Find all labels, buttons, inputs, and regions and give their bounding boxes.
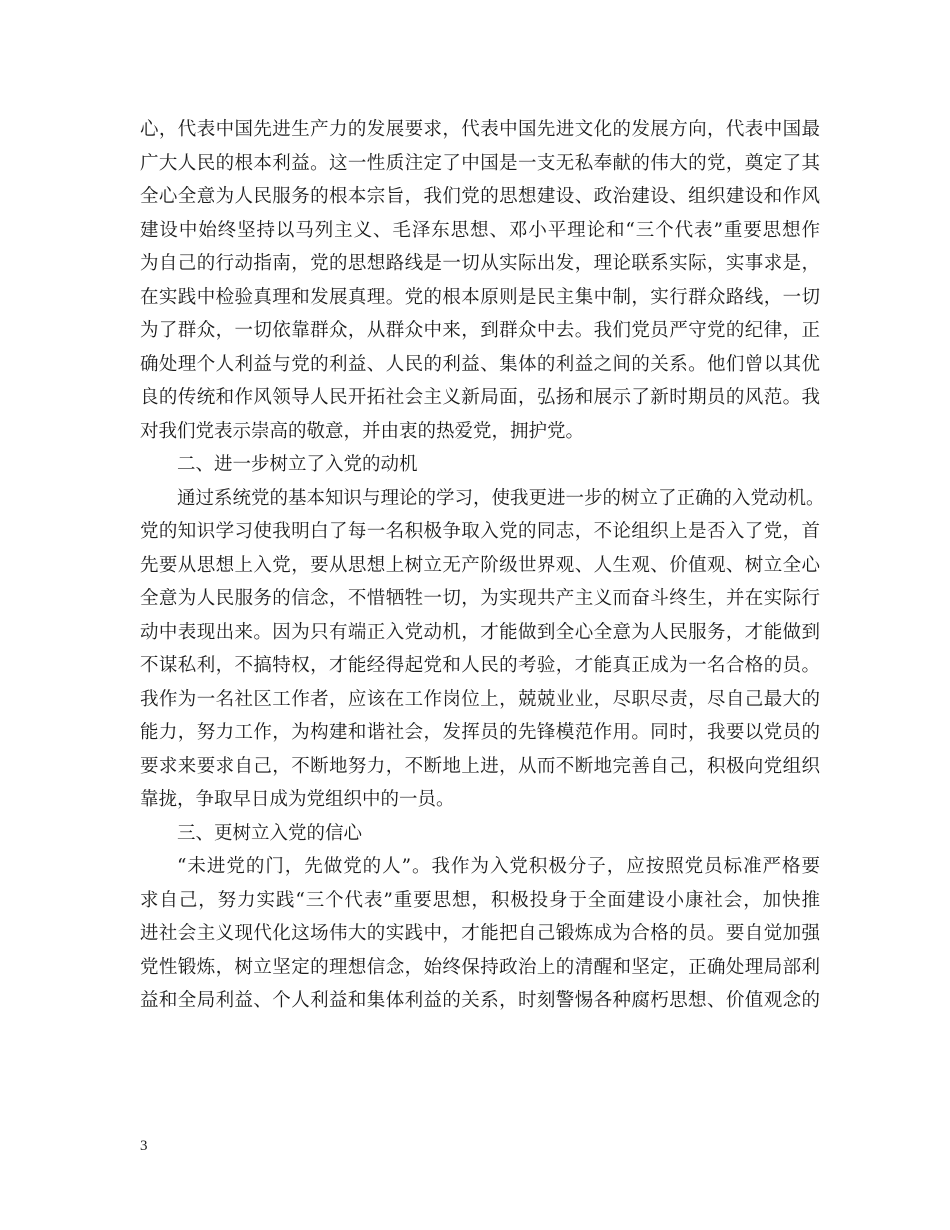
text-line: 对我们党表示崇高的敬意，并由衷的热爱党，拥护党。 <box>140 420 585 442</box>
text-line: 全意为人民服务的信念，不惜牺牲一切，为实现共产主义而奋斗终生，并在实际行 <box>140 588 820 609</box>
text-line: 在实践中检验真理和发展真理。党的根本原则是民主集中制，实行群众路线，一切 <box>140 286 820 308</box>
text-line: 通过系统党的基本知识与理论的学习，使我更进一步的树立了正确的入党动机。 <box>177 487 825 509</box>
body-text <box>140 113 825 1018</box>
text-line: 要求来要求自己，不断地努力，不断地上进，从而不断地完善自己，积极向党组织 <box>140 755 820 777</box>
text-line: 广大人民的根本利益。这一性质注定了中国是一支无私奉献的伟大的党，奠定了其 <box>140 152 820 174</box>
text-line: 动中表现出来。因为只有端正入党动机，才能做到全心全意为人民服务，才能做到 <box>140 621 820 643</box>
text-line: 益和全局利益、个人利益和集体利益的关系，时刻警惕各种腐朽思想、价值观念的 <box>140 990 820 1011</box>
text-line: 建设中始终坚持以马列主义、毛泽东思想、邓小平理论和“三个代表”重要思想作 <box>140 219 820 241</box>
section-heading: 二、进一步树立了入党的动机 <box>177 454 418 475</box>
text-line: 不谋私利，不搞特权，才能经得起党和人民的考验，才能真正成为一名合格的员。 <box>140 655 820 676</box>
text-line: 为自己的行动指南，党的思想路线是一切从实际出发，理论联系实际，实事求是， <box>140 253 820 274</box>
text-line: 进社会主义现代化这场伟大的实践中，才能把自己锻炼成为合格的员。要自觉加强 <box>140 923 820 944</box>
text-line: 党的知识学习使我明白了每一名积极争取入党的同志，不论组织上是否入了党，首 <box>140 521 820 542</box>
text-line: 靠拢，争取早日成为党组织中的一员。 <box>140 789 455 810</box>
text-line: 能力，努力工作，为构建和谐社会，发挥员的先锋模范作用。同时，我要以党员的 <box>140 722 820 743</box>
page-number: 3 <box>140 1138 148 1154</box>
section-heading: 三、更树立入党的信心 <box>177 822 363 844</box>
text-line: 求自己，努力实践“三个代表”重要思想，积极投身于全面建设小康社会，加快推 <box>140 889 820 911</box>
text-line: 良的传统和作风领导人民开拓社会主义新局面，弘扬和展示了新时期员的风范。我 <box>140 387 820 408</box>
text-line: 先要从思想上入党，要从思想上树立无产阶级世界观、人生观、价值观、树立全心 <box>140 554 820 576</box>
text-line: 为了群众，一切依靠群众，从群众中来，到群众中去。我们党员严守党的纪律，正 <box>140 320 820 341</box>
text-line: 全心全意为人民服务的根本宗旨，我们党的思想建设、政治建设、组织建设和作风 <box>140 186 820 207</box>
text-line: 我作为一名社区工作者，应该在工作岗位上，兢兢业业，尽职尽责，尽自己最大的 <box>140 688 820 710</box>
text-line: 确处理个人利益与党的利益、人民的利益、集体的利益之间的关系。他们曾以其优 <box>140 353 820 375</box>
text-line: 心，代表中国先进生产力的发展要求，代表中国先进文化的发展方向，代表中国最 <box>140 119 820 140</box>
text-line: “未进党的门，先做党的人”。我作为入党积极分子，应按照党员标准严格要 <box>177 856 820 877</box>
text-line: 党性锻炼，树立坚定的理想信念，始终保持政治上的清醒和坚定，正确处理局部利 <box>140 956 820 978</box>
